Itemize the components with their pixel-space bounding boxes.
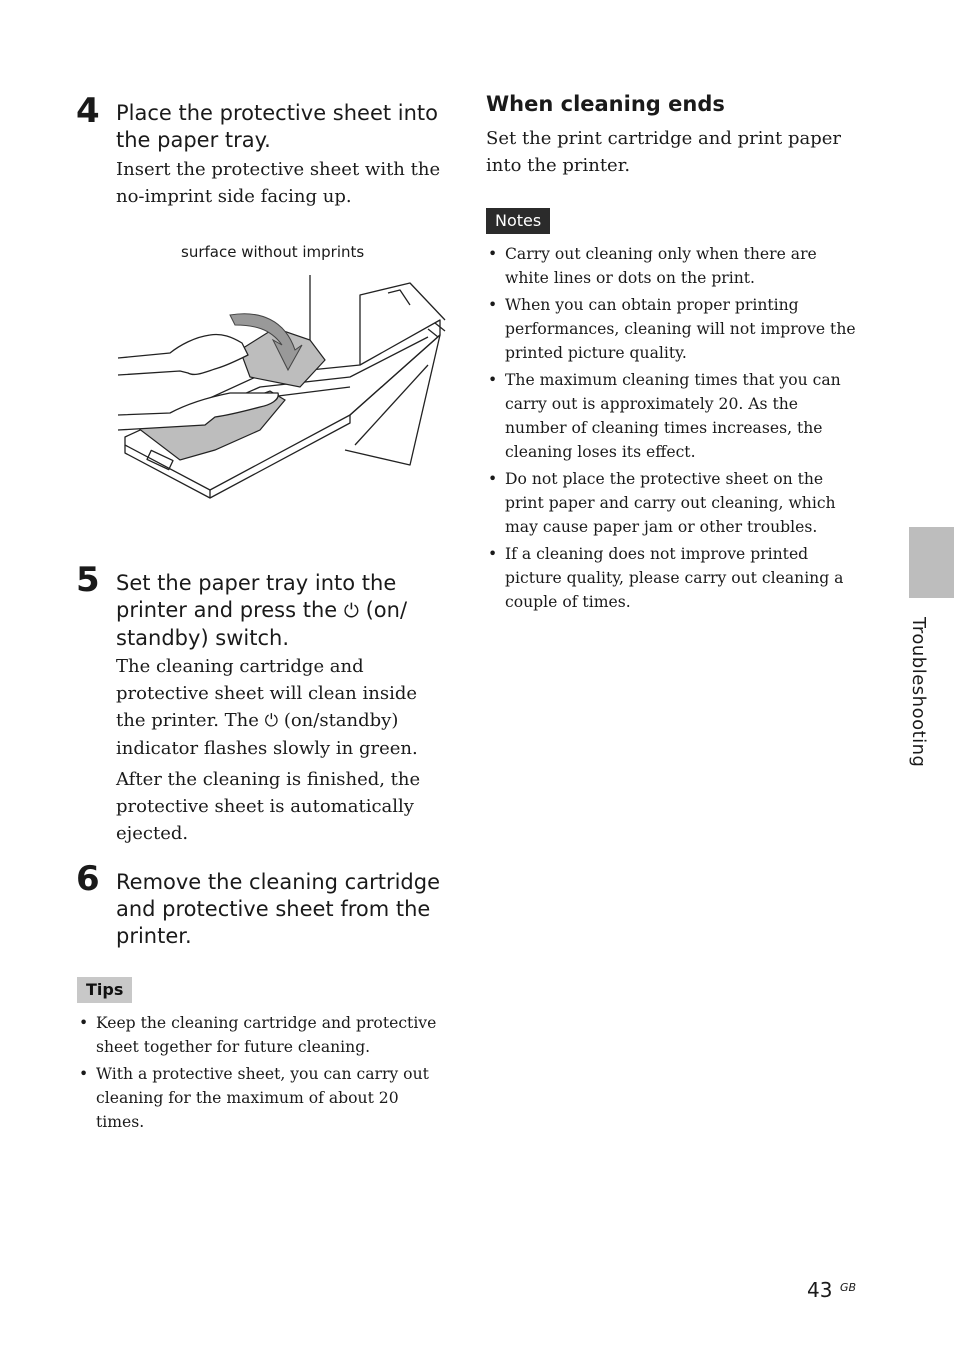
step5-paragraph-1	[116, 653, 451, 762]
list-item: • If a cleaning does not improve printed picture quality, please carry out cleaning a couple of times.	[486, 542, 856, 614]
step5-body1-text1: The cleaning cartridge and protective sheet will clean inside the printer. The	[116, 656, 418, 731]
tips-list	[77, 1011, 447, 1137]
section-body: Set the print cartridge and print paper into the printer.	[486, 128, 842, 176]
illustration-callout: surface without imprints	[181, 243, 365, 261]
step-number-4: 4	[76, 91, 100, 131]
step5-heading	[116, 570, 451, 652]
page-number: 43	[807, 1278, 833, 1302]
step4-body: Insert the protective sheet with the no-imprint side facing up.	[116, 159, 441, 207]
step6-heading: Remove the cleaning cartridge and protective sheet from the printer.	[116, 870, 440, 948]
list-item: • With a protective sheet, you can carry out cleaning for the maximum of about 20 times.	[77, 1062, 447, 1134]
region-code: GB	[840, 1281, 857, 1294]
paper-tray-illustration	[110, 265, 455, 510]
step5-body	[116, 653, 451, 851]
notes-label: Notes	[486, 208, 550, 234]
step5-paragraph-2: After the cleaning is finished, the protective sheet is automatically ejected.	[116, 769, 421, 844]
step5-heading-text2: (on/ standby) switch.	[116, 598, 408, 650]
section-title: When cleaning ends	[486, 92, 725, 116]
list-item: • The maximum cleaning times that you can carry out is approximately 20. As the number of cleaning times increases, the cleaning loses its effect.	[486, 368, 856, 464]
step-number-6: 6	[76, 859, 100, 899]
list-item: • Do not place the protective sheet on the print paper and carry out cleaning, which may cause paper jam or other troubles.	[486, 467, 856, 539]
list-item: • When you can obtain proper printing performances, cleaning will not improve the printed picture quality.	[486, 293, 856, 365]
step5-heading-text1: Set the paper tray into the printer and press the	[116, 571, 397, 622]
list-item: • Carry out cleaning only when there are white lines or dots on the print.	[486, 242, 856, 290]
side-tab-marker	[909, 527, 954, 598]
list-item: • Keep the cleaning cartridge and protective sheet together for future cleaning.	[77, 1011, 447, 1059]
tips-label: Tips	[77, 977, 132, 1003]
step5-body1-text2: (on/standby) indicator flashes slowly in green.	[116, 710, 418, 759]
notes-list	[486, 242, 856, 617]
side-tab-label: Troubleshooting	[908, 617, 929, 768]
power-icon: ⏻	[343, 600, 359, 622]
step4-heading: Place the protective sheet into the paper tray.	[116, 101, 439, 152]
step-number-5: 5	[76, 560, 100, 600]
power-icon: ⏻	[264, 711, 279, 731]
